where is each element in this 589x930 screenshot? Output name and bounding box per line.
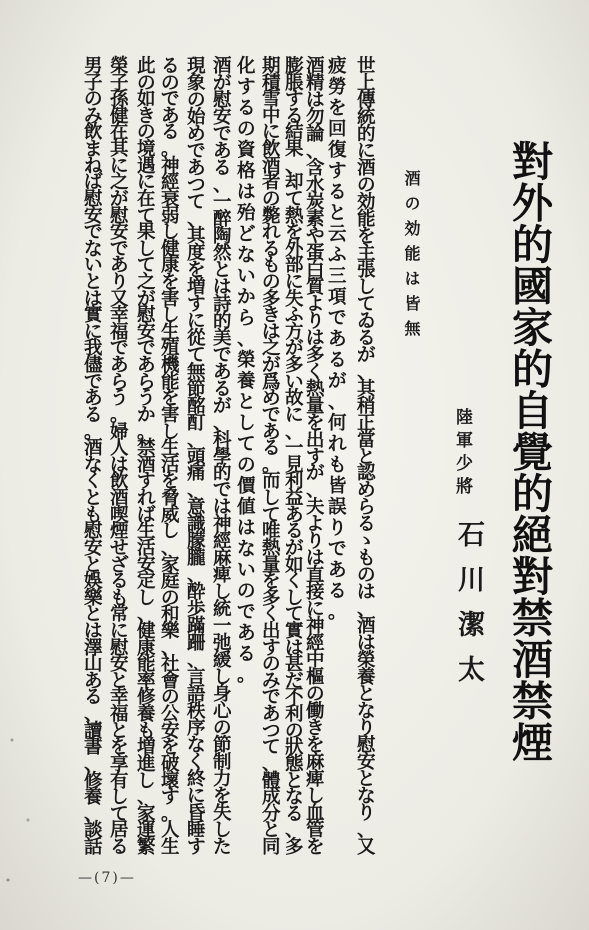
section-subtitle: 酒の効能は皆無 (402, 170, 421, 345)
author-rank: 陸軍少將 (452, 408, 472, 500)
author-name: 石川潔太 (453, 520, 484, 700)
page: 對外的國家的自覺的絕對禁酒禁煙 陸軍少將 石川潔太 酒の効能は皆無 世 上 傳 統 的 に 酒 の 効 能 を 主 張 し て ゐ る が 、 其 稍 正 當 と 認 め ら る ゝ も の は 、 酒 は 榮 養 と な り 慰 安 と な り 、 又 疲 勞 を 回 復 す る と 云 ふ 三 項 で あ る が 、 何 れ も 皆 誤 り で あ る 。 酒 精 は 勿 論 、 含 水 炭 素 や 蛋 白 質 よ り は 多 く 熱 量 を 出 す が 、 夫 よ り は 直 接 に 神 經 中 樞 の 働 き を 麻 痺 し 血 管 を 膨 脹 す る 結 果 、 却 て 熱 を 外 部 に 失 ふ 方 が 多 い 故 に 、 一 見 利 益 あ る が 如 く し て 實 は 甚 だ 不 利 の 狀 態 と な る 、 多 期 積 雪 中 に 飲 酒 者 の 斃 れ る も の 多 き は 之 が 爲 め で あ る 。 而 し て 唯 熱 量 を 多 く 出 す の み で あ つ て 、 體 成 分 と 同 化 す る の 資 格 は 殆 ど な い か ら 、 榮 養 と し て の 價 値 は な い の で あ る 。 酒 が 慰 安 で あ る 、 一 醉 陶 然 と は 詩 的 美 で あ る が 、 科 學 的 で は 神 經 麻 痺 し 統 一 弛 緩 し 身 心 の 節 制 力 を 失 し た 現 象 の 始 め で あ つ て 、 其 度 を 増 す に 從 て 無 節 酩 酊 、 頭 痛 、 意 識 朦 朧 、 酔 歩 蹣 跚 、 言 語 秩 序 な く 終 に 昏 睡 す る の で あ る 。 神 經 衰 弱 し 健 康 を 害 し 生 殖 機 能 を 害 し 生 活 を 脅 威 し 、 家 庭 の 和 樂 、 社 會 の 公 安 を 破 壞 す 。 人 生 此 の 如 き の 境 遇 に 在 て 果 し て 之 が 慰 安 で あ ら う か 。 禁 酒 す れ ば 生 活 安 定 し 、 健 康 能 率 修 養 も 増 進 し 、 家 運 繁 榮 子 孫 健 在 其 に 之 が 慰 安 で あ り 又 幸 福 で あ ら う 。 婦 人 は 飲 酒 喫 煙 せ ざ る も 常 に 慰 安 と 幸 福 と を 享 有 し て 居 る 男 子 の み 飲 ま ね ば 慰 安 で な い と は 實 に 我 儘 で あ る 。 酒 な く と も 慰 安 と 娛 樂 と は 澤 山 あ る 、 讀 書 、 修 養 、 談 話 —(7)— (0, 0, 589, 930)
page-noise (0, 700, 40, 930)
page-number: —(7)— (78, 870, 136, 886)
article-title: 對外的國家的自覺的絕對禁酒禁煙 (505, 140, 553, 763)
